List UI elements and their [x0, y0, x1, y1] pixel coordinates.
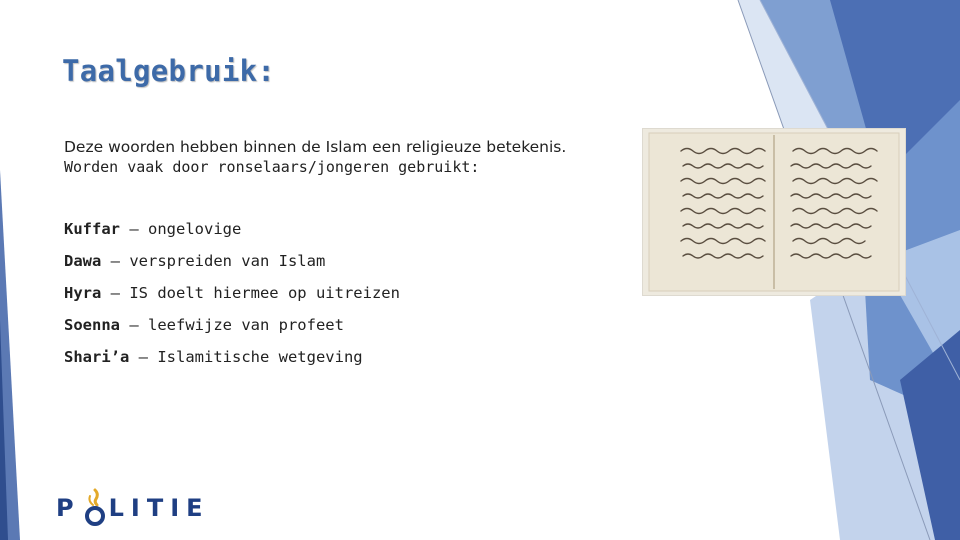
term-separator: – — [129, 348, 158, 366]
politie-logo — [56, 486, 210, 530]
manuscript-image — [643, 129, 905, 295]
term-meaning: verspreiden van Islam — [129, 252, 326, 270]
term-item — [64, 284, 400, 302]
term-word: Soenna — [64, 316, 120, 334]
intro-line-2: Worden vaak door ronselaars/jongeren gebruikt: — [64, 158, 480, 176]
term-item — [64, 252, 325, 270]
logo-text-right: LITIE — [108, 494, 210, 522]
term-word: Kuffar — [64, 220, 120, 238]
intro-line-1: Deze woorden hebben binnen de Islam een religieuze betekenis. — [64, 138, 567, 156]
term-meaning: Islamitische wetgeving — [157, 348, 363, 366]
term-item — [64, 220, 241, 238]
slide-title: Taalgebruik: — [62, 54, 276, 88]
term-word: Hyra — [64, 284, 102, 302]
term-item — [64, 316, 344, 334]
police-emblem-icon — [83, 488, 107, 528]
term-word: Shari’a — [64, 348, 130, 366]
left-edge-triangle — [0, 170, 20, 540]
term-word: Dawa — [64, 252, 102, 270]
term-meaning: IS doelt hiermee op uitreizen — [129, 284, 400, 302]
term-meaning: leefwijze van profeet — [148, 316, 344, 334]
term-meaning: ongelovige — [148, 220, 242, 238]
term-separator: – — [101, 252, 130, 270]
intro-text — [64, 137, 624, 177]
left-edge-shadow — [0, 320, 8, 540]
term-separator: – — [101, 284, 130, 302]
term-separator: – — [120, 316, 148, 334]
logo-text-left: P — [56, 494, 81, 522]
manuscript-illustration — [643, 129, 905, 295]
term-separator: – — [120, 220, 148, 238]
right-bottom-dark — [900, 330, 960, 540]
term-item — [64, 348, 363, 366]
